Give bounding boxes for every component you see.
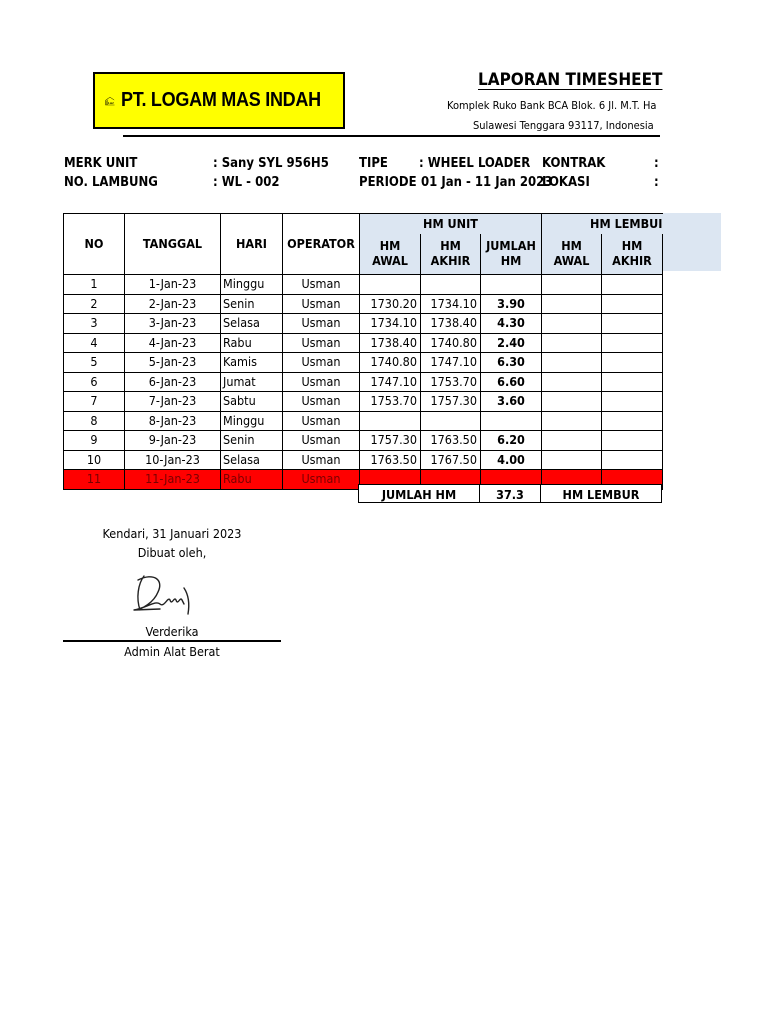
row-no: 11 (64, 470, 125, 490)
row-no: 3 (64, 314, 125, 334)
row-tanggal: 1-Jan-23 (125, 275, 221, 295)
created-by-label: Dibuat oleh, (137, 545, 207, 560)
lambung-value: : WL - 002 (213, 175, 280, 190)
row-hari: Senin (221, 294, 283, 314)
row-no: 7 (64, 392, 125, 412)
lokasi-label: LOKASI (542, 175, 590, 190)
row-tanggal: 7-Jan-23 (125, 392, 221, 412)
col-header-hm-lembur: HM LEMBUI (542, 214, 663, 235)
kontrak-label: KONTRAK (542, 156, 606, 171)
row-hm-akhir (421, 275, 481, 295)
kontrak-value: : (654, 156, 659, 171)
row-hm-akhir: 1753.70 (421, 372, 481, 392)
col-header-jumlah-hm: JUMLAH HM (481, 234, 542, 275)
table-row (64, 275, 663, 295)
row-lembur-akhir (602, 294, 663, 314)
row-tanggal: 11-Jan-23 (125, 470, 221, 490)
row-jumlah-hm (481, 411, 542, 431)
row-no: 6 (64, 372, 125, 392)
row-lembur-awal (542, 392, 602, 412)
row-jumlah-hm: 6.30 (481, 353, 542, 373)
table-row (64, 333, 663, 353)
col-header-operator: OPERATOR (283, 214, 360, 275)
row-hari: Selasa (221, 314, 283, 334)
building-logo-icon (105, 78, 115, 124)
row-no: 2 (64, 294, 125, 314)
timesheet-table (63, 213, 663, 490)
row-lembur-akhir (602, 450, 663, 470)
row-operator: Usman (283, 275, 360, 295)
row-lembur-akhir (602, 333, 663, 353)
row-hm-awal (360, 411, 421, 431)
row-operator: Usman (283, 353, 360, 373)
row-jumlah-hm: 4.00 (481, 450, 542, 470)
table-row (64, 314, 663, 334)
periode-label: PERIODE (359, 175, 417, 190)
row-hm-akhir: 1734.10 (421, 294, 481, 314)
row-lembur-akhir (602, 411, 663, 431)
row-jumlah-hm: 6.60 (481, 372, 542, 392)
row-tanggal: 10-Jan-23 (125, 450, 221, 470)
company-name: PT. LOGAM MAS INDAH (120, 89, 321, 111)
row-hm-awal: 1738.40 (360, 333, 421, 353)
col-header-hm-awal: HM AWAL (360, 234, 421, 275)
row-operator: Usman (283, 333, 360, 353)
row-operator: Usman (283, 450, 360, 470)
col-header-hari: HARI (221, 214, 283, 275)
row-operator: Usman (283, 411, 360, 431)
row-lembur-akhir (602, 275, 663, 295)
row-operator: Usman (283, 431, 360, 451)
row-hm-awal (360, 275, 421, 295)
row-lembur-akhir (602, 353, 663, 373)
row-no: 8 (64, 411, 125, 431)
row-tanggal: 2-Jan-23 (125, 294, 221, 314)
row-tanggal: 9-Jan-23 (125, 431, 221, 451)
address-line-2: Sulawesi Tenggara 93117, Indonesia (473, 119, 654, 132)
total-hm-value: 37.3 (479, 484, 541, 503)
row-lembur-akhir (602, 392, 663, 412)
col-header-tanggal: TANGGAL (125, 214, 221, 275)
logo-letters: LmI (107, 100, 114, 105)
periode-value: 01 Jan - 11 Jan 2023 (421, 175, 553, 190)
row-hm-akhir: 1738.40 (421, 314, 481, 334)
row-tanggal: 3-Jan-23 (125, 314, 221, 334)
row-hm-akhir: 1767.50 (421, 450, 481, 470)
tipe-label: TIPE (359, 156, 388, 171)
row-lembur-awal (542, 411, 602, 431)
row-no: 4 (64, 333, 125, 353)
tipe-value: : WHEEL LOADER (419, 156, 531, 171)
table-row (64, 294, 663, 314)
table-row (64, 450, 663, 470)
row-hari: Kamis (221, 353, 283, 373)
row-hari: Minggu (221, 411, 283, 431)
hm-lembur-label: HM LEMBUR (540, 484, 662, 503)
table-row (64, 353, 663, 373)
row-lembur-awal (542, 431, 602, 451)
row-tanggal: 4-Jan-23 (125, 333, 221, 353)
col-header-hm-unit: HM UNIT (360, 214, 542, 235)
table-row (64, 431, 663, 451)
row-hari: Rabu (221, 333, 283, 353)
row-hari: Jumat (221, 372, 283, 392)
row-hm-akhir: 1763.50 (421, 431, 481, 451)
row-hari: Sabtu (221, 392, 283, 412)
row-hm-awal: 1734.10 (360, 314, 421, 334)
row-hm-akhir: 1740.80 (421, 333, 481, 353)
row-tanggal: 6-Jan-23 (125, 372, 221, 392)
row-jumlah-hm: 3.60 (481, 392, 542, 412)
row-lembur-akhir (602, 372, 663, 392)
row-jumlah-hm: 3.90 (481, 294, 542, 314)
row-hm-awal: 1747.10 (360, 372, 421, 392)
row-hm-akhir: 1747.10 (421, 353, 481, 373)
lokasi-value: : (654, 175, 659, 190)
place-date: Kendari, 31 Januari 2023 (102, 526, 242, 541)
row-operator: Usman (283, 372, 360, 392)
row-no: 5 (64, 353, 125, 373)
total-hm-label: JUMLAH HM (358, 484, 480, 503)
row-hm-akhir: 1757.30 (421, 392, 481, 412)
row-jumlah-hm: 2.40 (481, 333, 542, 353)
row-hm-awal: 1753.70 (360, 392, 421, 412)
row-no: 1 (64, 275, 125, 295)
row-no: 9 (64, 431, 125, 451)
handwritten-signature (130, 570, 206, 616)
signer-role: Admin Alat Berat (124, 644, 220, 659)
signature-line (63, 640, 281, 642)
row-hari: Rabu (221, 470, 283, 490)
row-jumlah-hm: 6.20 (481, 431, 542, 451)
row-hm-awal: 1763.50 (360, 450, 421, 470)
row-lembur-akhir (602, 314, 663, 334)
row-lembur-awal (542, 275, 602, 295)
row-hm-awal: 1740.80 (360, 353, 421, 373)
signer-name: Verderika (145, 624, 199, 639)
merk-unit-value: : Sany SYL 956H5 (213, 156, 329, 171)
row-lembur-awal (542, 450, 602, 470)
row-operator: Usman (283, 294, 360, 314)
row-hari: Selasa (221, 450, 283, 470)
row-no: 10 (64, 450, 125, 470)
table-row (64, 372, 663, 392)
table-row (64, 411, 663, 431)
row-jumlah-hm: 4.30 (481, 314, 542, 334)
lambung-label: NO. LAMBUNG (64, 175, 158, 190)
row-hm-akhir (421, 411, 481, 431)
row-operator: Usman (283, 392, 360, 412)
row-lembur-awal (542, 294, 602, 314)
row-lembur-awal (542, 353, 602, 373)
col-header-hm-akhir: HM AKHIR (421, 234, 481, 275)
table-row (64, 392, 663, 412)
header-overflow-fill (661, 213, 721, 271)
row-lembur-awal (542, 314, 602, 334)
row-hari: Minggu (221, 275, 283, 295)
row-jumlah-hm (481, 275, 542, 295)
row-hm-awal: 1757.30 (360, 431, 421, 451)
row-operator: Usman (283, 470, 360, 490)
row-hari: Senin (221, 431, 283, 451)
col-header-no: NO (64, 214, 125, 275)
col-header-lembur-akhir: HM AKHIR (602, 234, 663, 275)
address-line-1: Komplek Ruko Bank BCA Blok. 6 Jl. M.T. Ha (447, 99, 657, 112)
row-lembur-awal (542, 372, 602, 392)
merk-unit-label: MERK UNIT (64, 156, 138, 171)
col-header-lembur-awal: HM AWAL (542, 234, 602, 275)
row-lembur-awal (542, 333, 602, 353)
header-divider (123, 135, 660, 137)
row-hm-awal: 1730.20 (360, 294, 421, 314)
report-title: LAPORAN TIMESHEET (478, 70, 663, 90)
row-tanggal: 5-Jan-23 (125, 353, 221, 373)
row-operator: Usman (283, 314, 360, 334)
row-lembur-akhir (602, 431, 663, 451)
company-logo (93, 72, 345, 129)
row-tanggal: 8-Jan-23 (125, 411, 221, 431)
